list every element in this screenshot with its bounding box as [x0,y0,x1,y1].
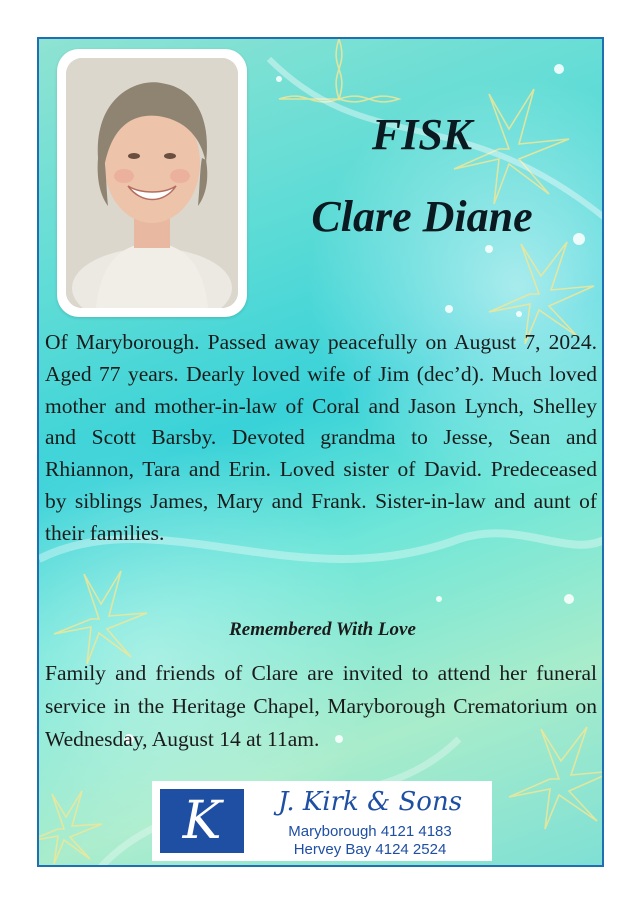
remembered-heading: Remembered With Love [229,619,416,640]
flower-decoration [279,39,399,102]
phone-maryborough: Maryborough 4121 4183 [288,823,452,840]
phone-hervey-bay: Hervey Bay 4124 2524 [293,841,447,858]
logo-letter: K [182,791,222,851]
funeral-home-logo [152,781,492,861]
sparkle [445,305,453,313]
portrait-photo [66,58,238,308]
deceased-surname: FISK [371,110,473,159]
sparkle [554,64,564,74]
flower-decoration [39,791,102,864]
sparkle [564,594,574,604]
portrait-illustration [66,58,238,308]
sparkle [485,245,493,253]
sparkle [436,596,442,602]
portrait-frame [57,49,247,317]
sparkle [516,311,522,317]
service-details: Family and friends of Clare are invited to attend her funeral service in the Heritage Chapel, Maryborough Crematorium on Wednesday, August 14 at 11am. [45,661,597,751]
deceased-given-names: Clare Diane [311,192,533,241]
funeral-home-name: J. Kirk & Sons [277,787,463,817]
obituary-card [37,37,604,867]
flower-decoration [54,571,147,664]
sparkle [276,76,282,82]
obituary-body: Of Maryborough. Passed away peacefully on August 7, 2024. Aged 77 years. Dearly loved wife of Jim (dec’d). Much loved mother and mother-in-law of Coral and Jason Lynch, Shelley and Scott Barsby. Devoted grandma to Jesse, Sean and Rhiannon, Tara and Erin. Loved sister of David. Predeceased by siblings James, Mary and Frank. Sister-in-law and aunt of their families. [45,330,597,545]
k-monogram-icon [160,789,244,853]
